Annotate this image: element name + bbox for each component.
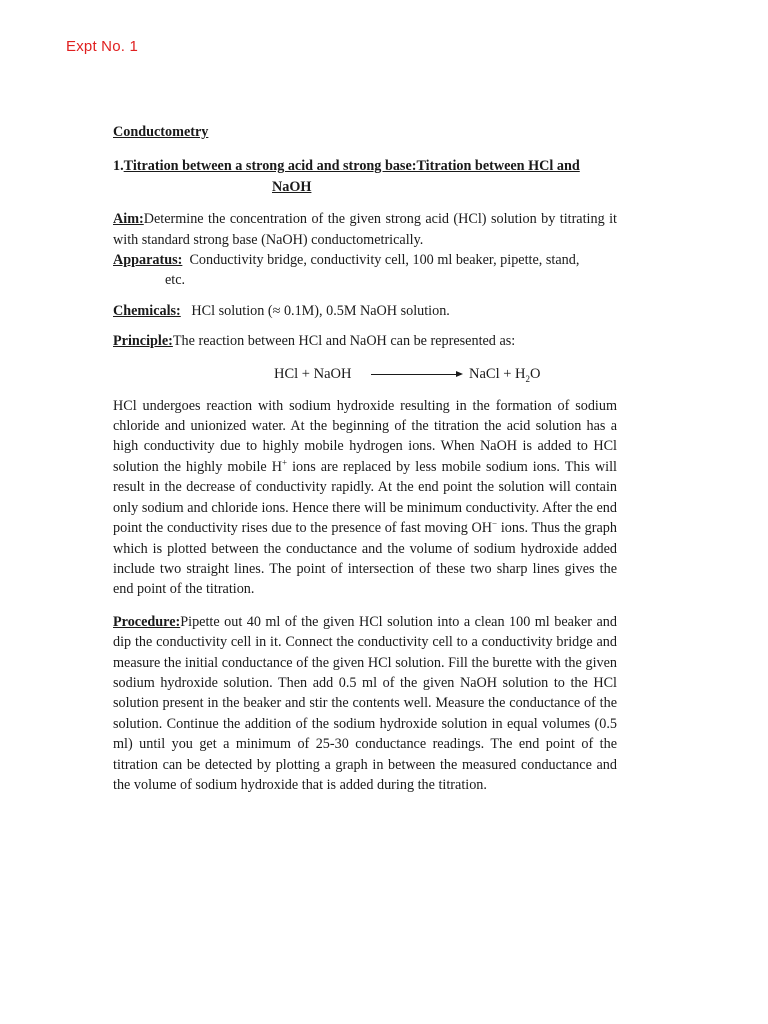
explanation-part1: HCl undergoes reaction with sodium hydroxide resulting in the formation of sodium chloride and unionized water. At the beginning of the titration the acid solution has a high conductivity due to highly mobile hydrogen ions. When NaOH is added to HCl solution the highly mobile H (113, 397, 617, 475)
apparatus-label: Apparatus: (113, 252, 183, 269)
principle-text: The reaction between HCl and NaOH can be represented as: (172, 333, 516, 350)
section-title-line2: NaOH (272, 178, 312, 195)
equation-reactants: HCl + NaOH (274, 365, 352, 382)
aim-paragraph (113, 209, 617, 250)
explanation-sup1: + (281, 457, 288, 468)
equation-products-end: O (530, 365, 541, 382)
equation-products-subscript: 2 (525, 373, 531, 384)
document-body (113, 122, 617, 795)
chemicals-text: HCl solution (≈ 0.1M), 0.5M NaOH solution. (191, 302, 450, 319)
aim-text: Determine the concentration of the given strong acid (HCl) solution by titrating it with standard strong base (NaOH) conductometrically. (113, 211, 617, 248)
procedure-paragraph (113, 612, 617, 796)
explanation-part2: ions are replaced by less mobile sodium ions. This will result in the decrease of conductivity rapidly. At the end point the solution will contain only sodium and chloride ions. Hence there will be minimum conductivity. After the end point the conductivity rises due to the presence of fast moving OH (113, 458, 617, 537)
chemicals-label: Chemicals: (113, 302, 181, 319)
apparatus-text: Conductivity bridge, conductivity cell, 100 ml beaker, pipette, stand, (189, 252, 580, 269)
explanation-paragraph (113, 396, 617, 600)
experiment-number-label: Expt No. 1 (66, 38, 139, 55)
principle-label: Principle: (113, 333, 173, 350)
explanation-part3: ions. Thus the graph which is plotted between the conductance and the volume of sodium hydroxide added include two straight lines. The point of intersection of these two sharp lines gives the end point of the titration. (113, 520, 617, 598)
section-title (113, 156, 617, 197)
apparatus-paragraph (113, 250, 617, 291)
reaction-arrow-icon (371, 374, 461, 375)
equation-products-main: NaCl + H (469, 365, 526, 382)
procedure-text: Pipette out 40 ml of the given HCl solution into a clean 100 ml beaker and dip the conductivity cell in it. Connect the conductivity cell to a conductivity bridge and measure the initial conductance of the given HCl solution. Fill the burette with the given sodium hydroxide solution. Then add 0.5 ml of the given NaOH solution to the HCl solution present in the beaker and stir the contents well. Measure the conductance of the solution. Continue the addition of the sodium hydroxide solution in equal volumes (0.5 ml) until you get a minimum of 25-30 conductance readings. The end point of the titration can be detected by plotting a graph in between the measured conductance and the volume of sodium hydroxide that is added during the titration. (113, 613, 617, 793)
explanation-sup2: − (492, 518, 498, 529)
principle-paragraph (113, 331, 617, 351)
section-number: 1. (113, 158, 124, 175)
reaction-equation (113, 364, 617, 386)
section-title-line1: Titration between a strong acid and strong base:Titration between HCl and (123, 158, 580, 175)
document-title: Conductometry (113, 124, 209, 140)
procedure-label: Procedure: (113, 613, 181, 630)
equation-products (469, 364, 541, 384)
apparatus-text-cont: etc. (165, 272, 186, 289)
chemicals-paragraph (113, 301, 617, 321)
aim-label: Aim: (113, 211, 144, 228)
